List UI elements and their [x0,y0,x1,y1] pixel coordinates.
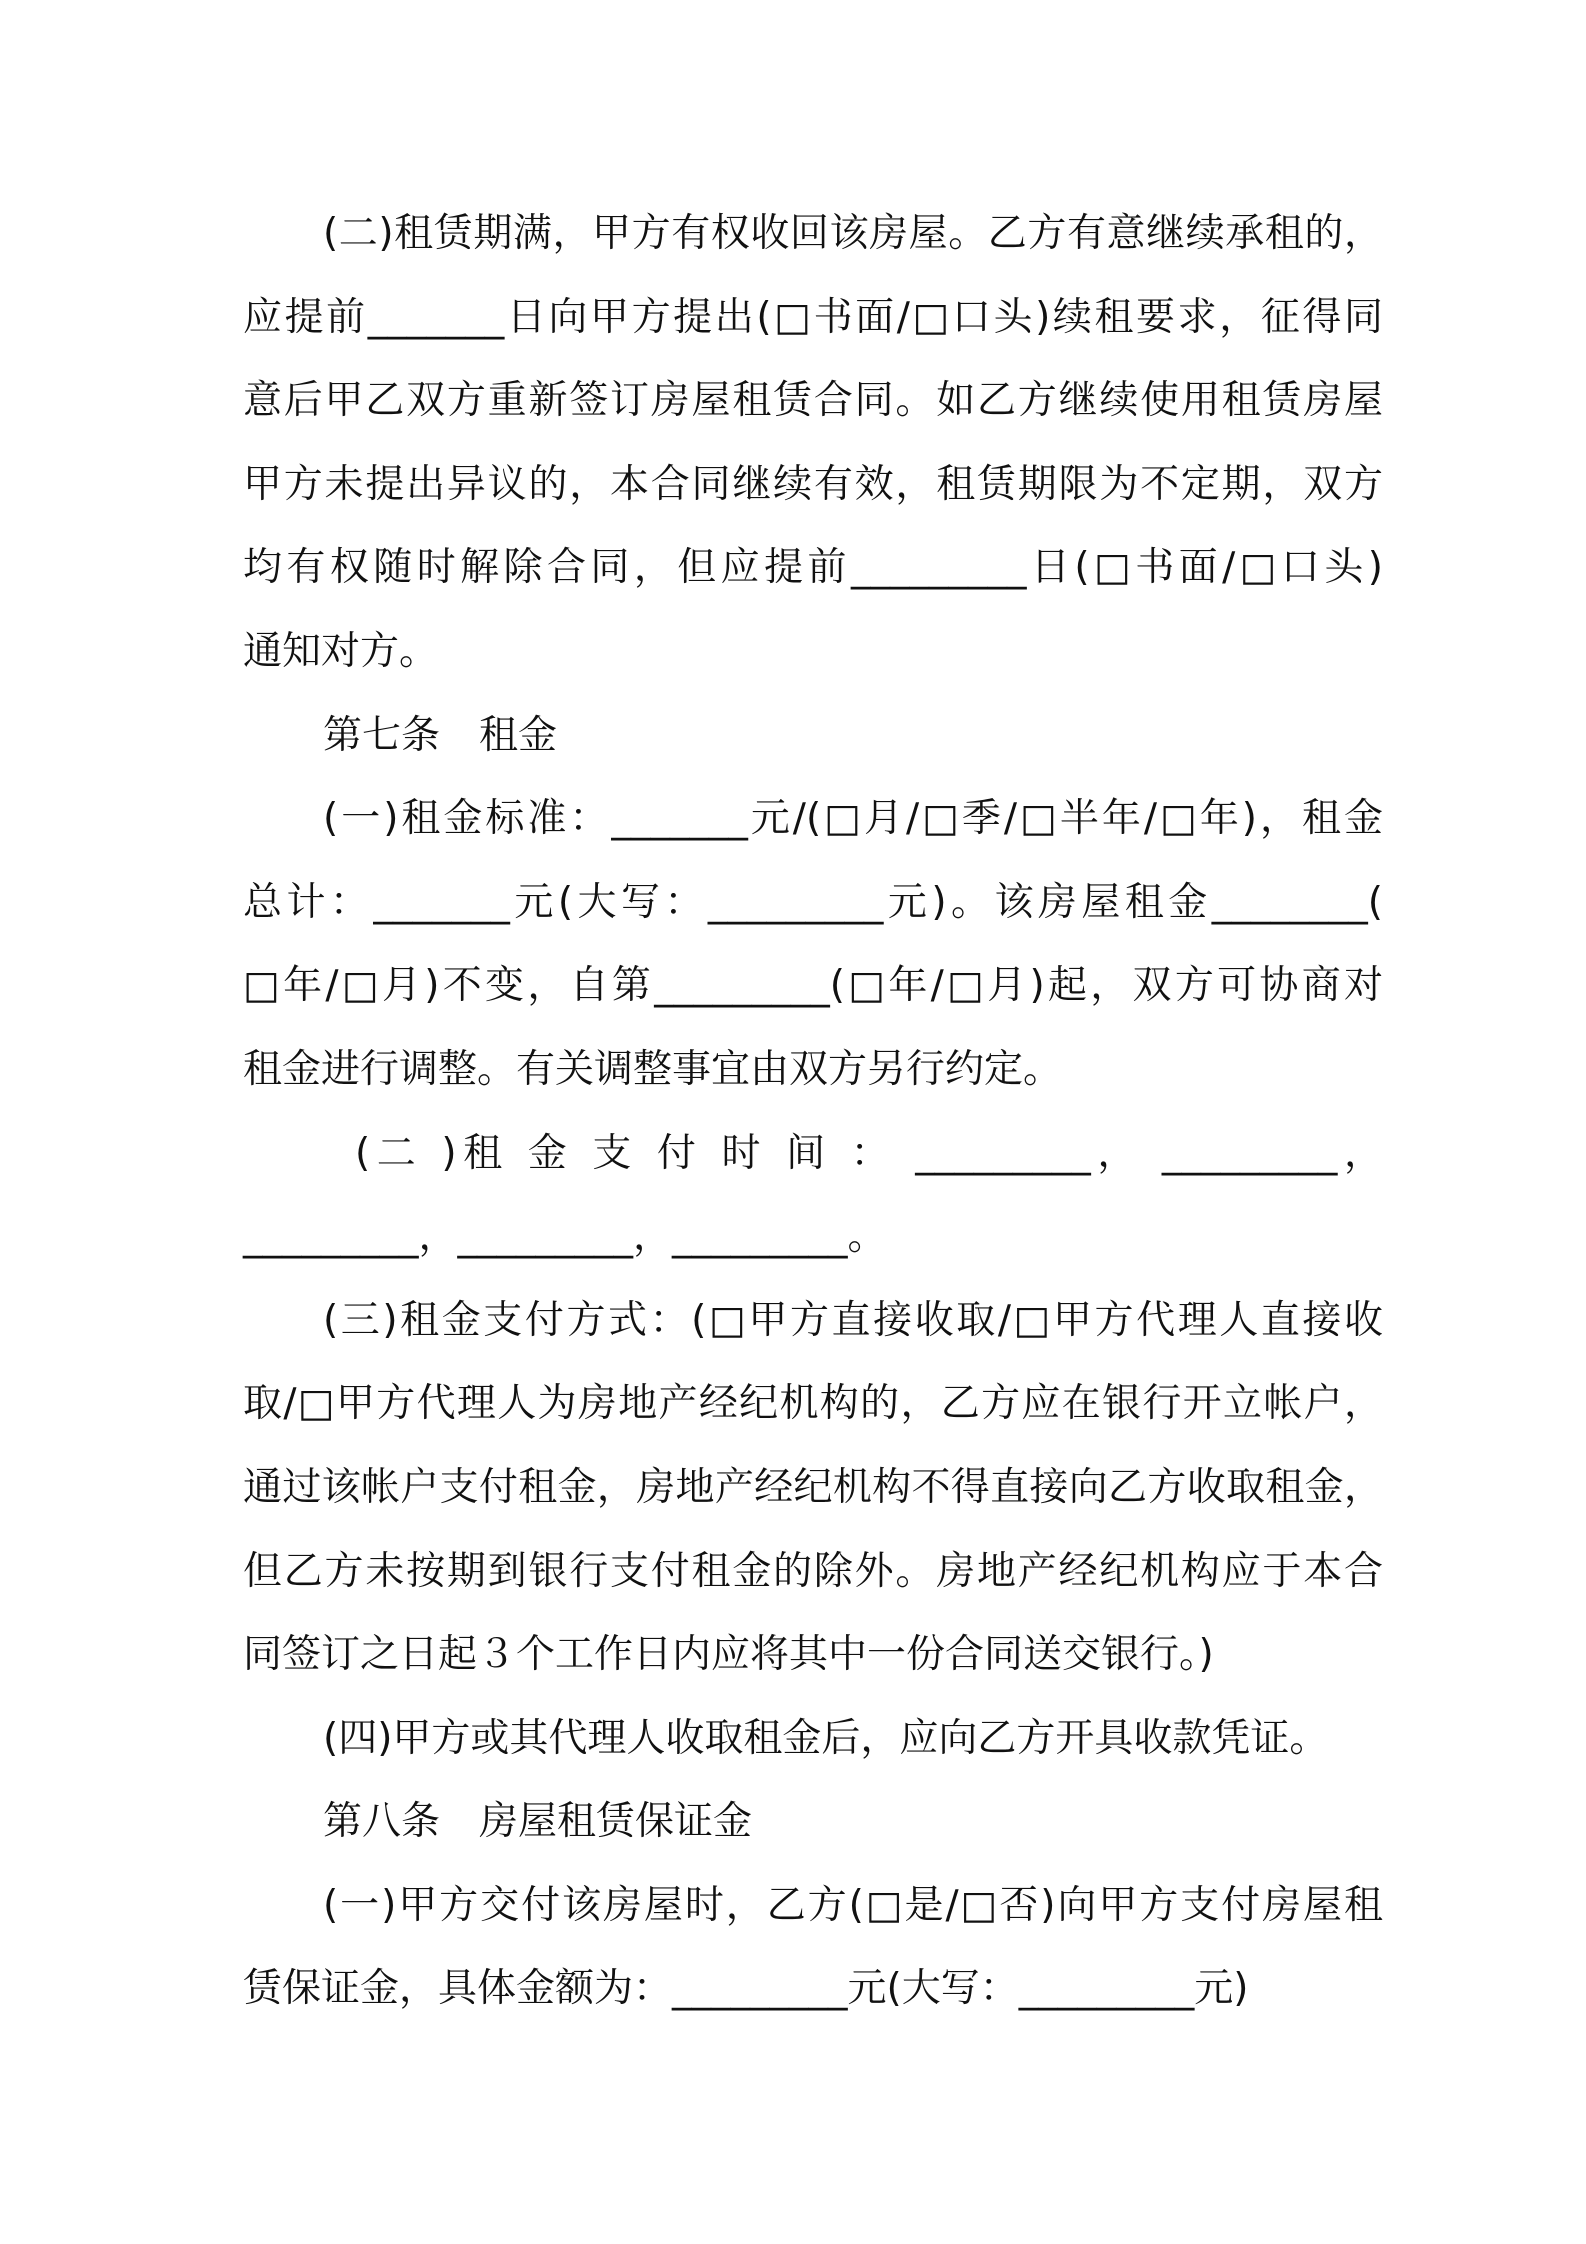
text-line-11: 租金进行调整。有关调整事宜由双方另行约定。 [243,1046,1063,1092]
text-line-1: (二)租赁期满，甲方有权收回该房屋。乙方有意继续承租的， [323,211,1383,256]
text-line-19: (四)甲方或其代理人收取租金后，应向乙方开具收款凭证。 [323,1715,1329,1761]
text-line-17: 但乙方未按期到银行支付租金的除外。房地产经纪机构应于本合 [243,1548,1383,1594]
text-line-4: 甲方未提出异议的，本合同继续有效，租赁期限为不定期，双方 [243,461,1383,507]
article-8-heading: 第八条 房屋租赁保证金 [323,1799,753,1845]
text-line-9: 总计：_______元(大写：_________元)。该房屋租金________( [243,879,1383,925]
text-line-6: 通知对方。 [243,628,439,674]
contract-text [243,192,1383,2031]
text-line-15: 取/□甲方代理人为房地产经纪机构的，乙方应在银行开立帐户， [243,1381,1383,1427]
text-line-22: 赁保证金，具体金额为：_________元(大写：_________元) [243,1966,1249,2012]
payment-time-blanks: _________，_________，_________。 [243,1214,887,1260]
text-line-21: (一)甲方交付该房屋时，乙方(□是/□否)向甲方支付房屋租 [323,1882,1383,1928]
text-line-5: 均有权随时解除合同，但应提前_________日(□书面/□口头) [243,545,1383,591]
text-line-14: (三)租金支付方式：(□甲方直接收取/□甲方代理人直接收 [323,1297,1383,1343]
text-line-16: 通过该帐户支付租金，房地产经纪机构不得直接向乙方收取租金， [243,1464,1383,1510]
text-line-3: 意后甲乙双方重新签订房屋租赁合同。如乙方继续使用租赁房屋 [243,378,1383,424]
text-line-8: (一)租金标准：_______元/(□月/□季/□半年/□年)，租金 [323,796,1383,842]
payment-time-line: (二 )租 金 支 付 时 间 ： _________， _________， [355,1130,1383,1176]
article-7-heading: 第七条 租金 [323,712,558,758]
text-line-18: 同签订之日起３个工作日内应将其中一份合同送交银行。) [243,1632,1214,1678]
text-line-10: □年/□月)不变，自第_________(□年/□月)起，双方可协商对 [243,963,1383,1009]
text-line-2: 应提前_______日向甲方提出(□书面/□口头)续租要求，征得同 [243,294,1383,340]
